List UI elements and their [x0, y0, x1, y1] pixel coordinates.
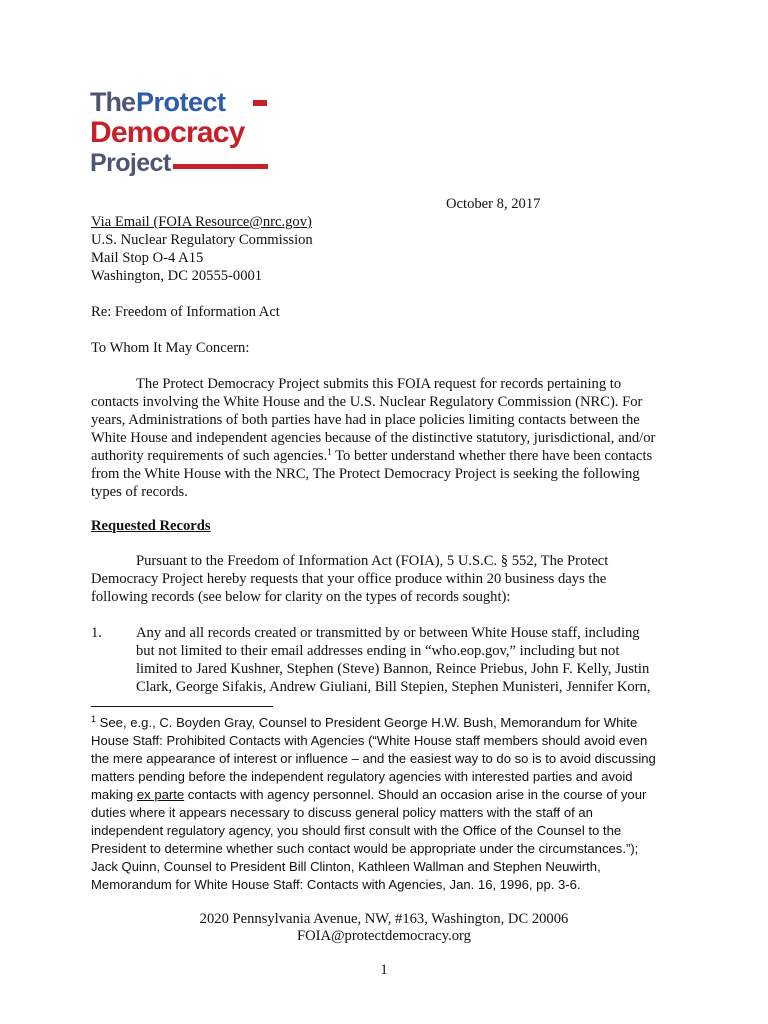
logo-word-project: Project	[90, 149, 171, 177]
footnote-line: Memorandum for White House Staff: Contacts with Agencies, Jan. 16, 1996, pp. 3-6.	[91, 877, 581, 892]
logo-word-democracy: Democracy	[90, 116, 245, 149]
list-item-line: limited to Jared Kushner, Stephen (Steve) Bannon, Reince Priebus, John F. Kelly, Justin	[136, 661, 650, 677]
footer-address: 2020 Pennsylvania Avenue, NW, #163, Washington, DC 20006	[199, 911, 569, 927]
paragraph-line	[91, 447, 652, 465]
footnote-line: duties where it appears necessary to discuss general policy matters with the staff of an	[91, 805, 593, 820]
via-email-line: Via Email (FOIA Resource@nrc.gov)	[91, 214, 312, 230]
footnote-line	[91, 714, 637, 732]
paragraph-line: from the White House with the NRC, The Protect Democracy Project is seeking the following	[91, 466, 640, 482]
footnote-term-ex-parte: ex parte	[136, 787, 185, 802]
list-item-line: Any and all records created or transmitted by or between White House staff, including	[136, 625, 640, 641]
paragraph-line: following records (see below for clarity on the types of records sought):	[91, 589, 511, 605]
footer-email[interactable]: FOIA@protectdemocracy.org	[297, 928, 471, 944]
footnote-reference[interactable]: 1	[327, 447, 332, 457]
logo-word-protect: Protect	[136, 87, 226, 117]
address-line: Washington, DC 20555-0001	[91, 268, 263, 284]
footnote-line: independent regulatory agency, you should first consult with the Office of the Counsel to the	[91, 823, 622, 838]
paragraph-text: authority requirements of such agencies.	[91, 448, 328, 464]
paragraph-line: contacts involving the White House and the U.S. Nuclear Regulatory Commission (NRC). For	[91, 394, 643, 410]
paragraph-line: years, Administrations of both parties have had in place policies limiting contacts between the	[91, 412, 640, 428]
logo-dash-top	[253, 100, 267, 106]
footnote-line: matters pending before the independent regulatory agencies with interested parties and avoid	[91, 769, 633, 784]
logo-underline-bar	[173, 164, 268, 169]
subject-line: Re: Freedom of Information Act	[91, 304, 280, 320]
footnote-text: making	[91, 787, 137, 802]
paragraph-line: The Protect Democracy Project submits this FOIA request for records pertaining to	[136, 376, 622, 392]
footnote-line: the mere appearance of interest or influence – and the easiest way to do so is to avoid discussing	[91, 751, 656, 766]
address-line: U.S. Nuclear Regulatory Commission	[91, 232, 313, 248]
footnote-line: House Staff: Prohibited Contacts with Agencies (“White House staff members should avoid even	[91, 733, 648, 748]
page-number: 1	[380, 962, 388, 978]
paragraph-line: Pursuant to the Freedom of Information Act (FOIA), 5 U.S.C. § 552, The Protect	[136, 553, 609, 569]
paragraph-line: Democracy Project hereby requests that your office produce within 20 business days the	[91, 571, 607, 587]
footnote-line: Jack Quinn, Counsel to President Bill Clinton, Kathleen Wallman and Stephen Neuwirth,	[91, 859, 601, 874]
address-line: Mail Stop O-4 A15	[91, 250, 204, 266]
footnote-line: President to determine whether such contact would be appropriate under the circumstances.”);	[91, 841, 639, 856]
list-item-line: but not limited to their email addresses ending in “who.eop.gov,” including but not	[136, 643, 620, 659]
footnote-separator	[91, 706, 273, 707]
salutation: To Whom It May Concern:	[91, 340, 250, 356]
section-heading: Requested Records	[91, 518, 211, 534]
footnote-line	[91, 786, 646, 804]
logo-line-1	[90, 86, 226, 118]
letter-date: October 8, 2017	[446, 196, 541, 212]
paragraph-text: To better understand whether there have been contacts	[331, 448, 653, 464]
list-item-line: Clark, George Sifakis, Andrew Giuliani, Bill Stepien, Stephen Munisteri, Jennifer Korn,	[136, 679, 651, 695]
footnote-text: contacts with agency personnel. Should an occasion arise in the course of your	[184, 787, 647, 802]
logo-word-the: The	[90, 87, 136, 117]
list-item-number: 1.	[91, 625, 102, 641]
footnote-marker: 1	[91, 714, 97, 724]
paragraph-line: White House and independent agencies because of the distinctive statutory, jurisdictional, and/or	[91, 430, 656, 446]
footnote-text: See, e.g., C. Boyden Gray, Counsel to President George H.W. Bush, Memorandum for White	[96, 715, 638, 730]
paragraph-line: types of records.	[91, 484, 188, 500]
